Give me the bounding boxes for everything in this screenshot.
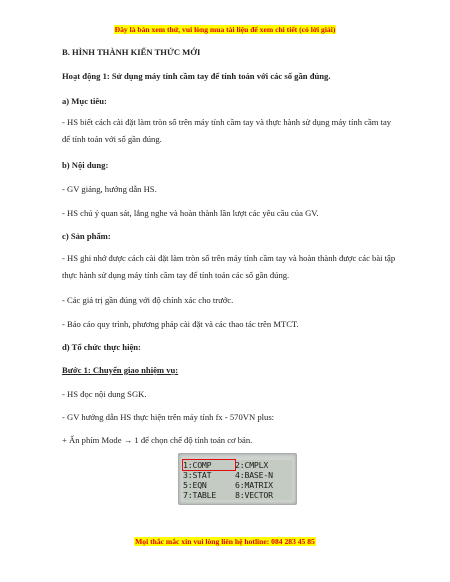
mode-vector-option: 8:VECTOR [235, 490, 273, 500]
product-item-1: - HS ghi nhớ được cách cài đặt làm tròn số trên máy tính cầm tay và hoàn thành được các bài tập thực hành sử dụng máy tính cầm tay để tính toán các số gần đúng. [62, 253, 396, 280]
calculator-menu-row [183, 480, 292, 490]
organization-heading: d) Tổ chức thực hiện: [62, 342, 141, 352]
organization-item-1: - HS đọc nội dung SGK. [62, 389, 147, 399]
preview-banner [0, 25, 450, 34]
section-title: B. HÌNH THÀNH KIẾN THỨC MỚI [62, 47, 201, 57]
mode-stat-option: 3:STAT [183, 470, 212, 480]
content-heading: b) Nội dung: [62, 160, 109, 170]
organization-item-2: - GV hướng dẫn HS thực hiện trên máy tính fx - 570VN plus: [62, 412, 275, 422]
product-item-3: - Báo cáo quy trình, phương pháp cài đặt và các thao tác trên MTCT. [62, 319, 299, 329]
mode-base-n-option: 4:BASE-N [235, 470, 273, 480]
calculator-lcd [183, 460, 292, 500]
step1-heading: Bước 1: Chuyển giao nhiệm vụ: [62, 365, 179, 375]
hotline-banner-text: Mọi thắc mắc xin vui lòng liên hệ hotline: 084 283 45 85 [135, 537, 315, 546]
mode-matrix-option: 6:MATRIX [235, 480, 273, 490]
calculator-screen-image [178, 453, 297, 505]
mode-eqn-option: 5:EQN [183, 480, 207, 490]
product-heading: c) Sản phẩm: [62, 231, 111, 241]
objective-heading: a) Mục tiêu: [62, 96, 107, 106]
content-item-2: - HS chú ý quan sát, lắng nghe và hoàn thành lần lượt các yêu cầu của GV. [62, 208, 319, 218]
objective-text: - HS biết cách cài đặt làm tròn số trên máy tính cầm tay và thực hành sử dụng máy tính cầm tay để tính toán với số gần đúng. [62, 117, 392, 144]
mode-comp-option: 1:COMP [183, 460, 235, 470]
organization-item-3: + Ấn phím Mode → 1 để chọn chế độ tính toán cơ bản. [62, 435, 253, 445]
content-item-1: - GV giảng, hướng dẫn HS. [62, 184, 157, 194]
calculator-menu-row [183, 470, 292, 480]
calculator-menu-row [183, 490, 292, 500]
mode-cmplx-option: 2:CMPLX [235, 460, 269, 470]
mode-table-option: 7:TABLE [183, 490, 217, 500]
product-item-2: - Các giá trị gần đúng với độ chính xác cho trước. [62, 295, 234, 305]
calculator-menu-row [183, 460, 292, 470]
preview-banner-text: Đây là bản xem thử, vui lòng mua tài liệu để xem chi tiết (có lời giải) [114, 25, 336, 34]
activity-title: Hoạt động 1: Sử dụng máy tính cầm tay để tính toán với các số gần đúng. [62, 71, 331, 81]
hotline-banner [0, 537, 450, 546]
